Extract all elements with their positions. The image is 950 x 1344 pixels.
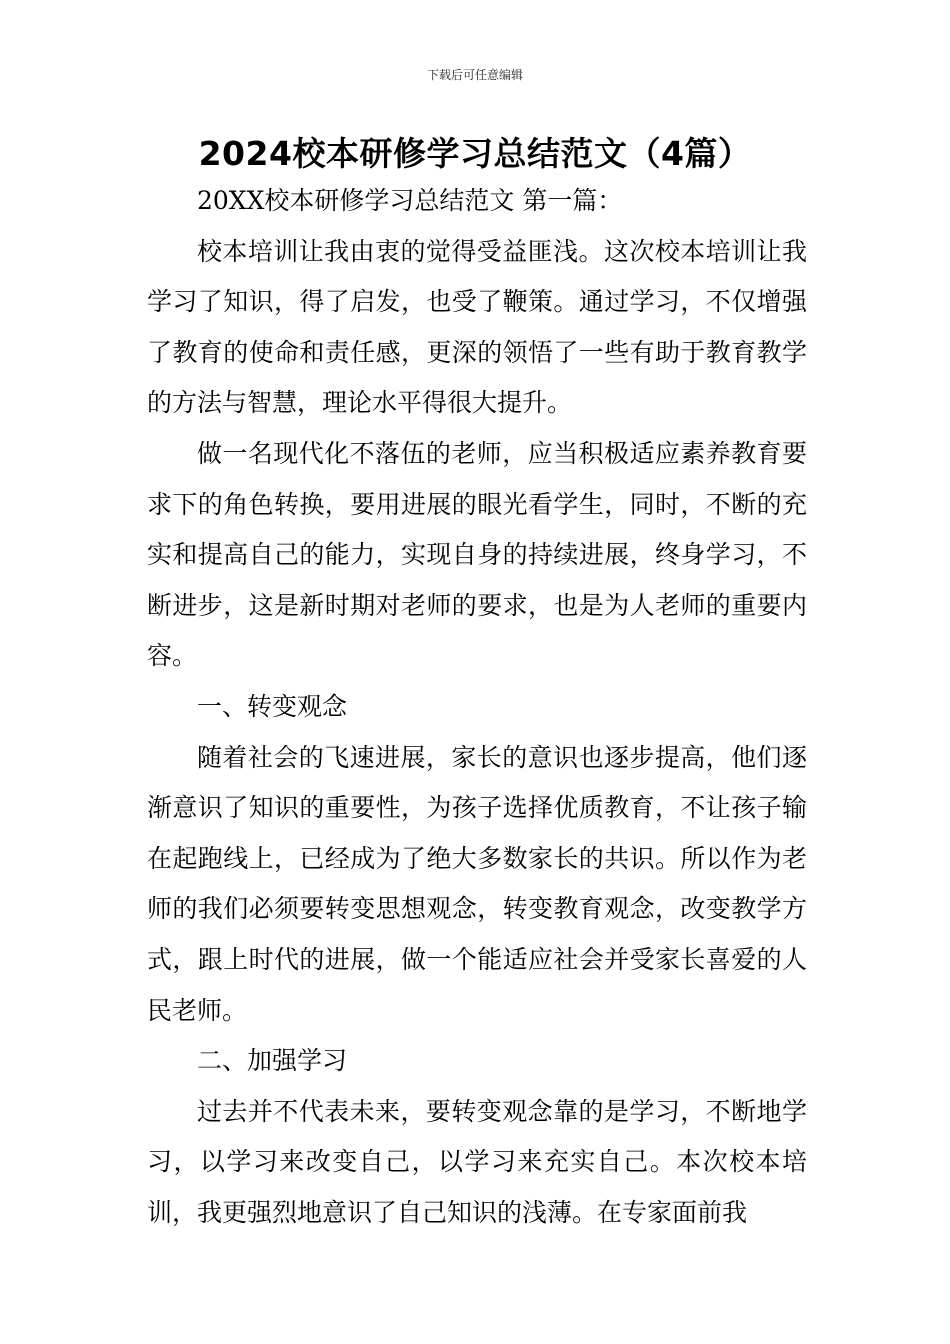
body-paragraph: 过去并不代表未来，要转变观念靠的是学习，不断地学习，以学习来改变自己，以学习来充实自己。本次校本培训，我更强烈地意识了自己知识的浅薄。在专家面前我 <box>147 1096 807 1227</box>
body-paragraph: 校本培训让我由衷的觉得受益匪浅。这次校本培训让我学习了知识，得了启发，也受了鞭策。通过学习，不仅增强了教育的使命和责任感，更深的领悟了一些有助于教育教学的方法与智慧，理论水平得很大提升。 <box>147 236 807 418</box>
section-heading: 二、加强学习 <box>197 1046 348 1076</box>
document-title: 2024校本研修学习总结范文（4篇） <box>198 134 752 173</box>
document-subtitle: 20XX校本研修学习总结范文 第一篇： <box>197 186 623 215</box>
header-note: 下载后可任意编辑 <box>426 68 523 82</box>
body-paragraph: 做一名现代化不落伍的老师，应当积极适应素养教育要求下的角色转换，要用进展的眼光看学生，同时，不断的充实和提高自己的能力，实现自身的持续进展，终身学习，不断进步，这是新时期对老师的要求，也是为人老师的重要内容。 <box>147 438 807 671</box>
section-heading: 一、转变观念 <box>197 691 348 721</box>
body-paragraph: 随着社会的飞速进展，家长的意识也逐步提高，他们逐渐意识了知识的重要性，为孩子选择优质教育，不让孩子输在起跑线上，已经成为了绝大多数家长的共识。所以作为老师的我们必须要转变思想观念，转变教育观念，改变教学方式，跟上时代的进展，做一个能适应社会并受家长喜爱的人民老师。 <box>147 742 807 1025</box>
document-body <box>147 176 807 1238</box>
